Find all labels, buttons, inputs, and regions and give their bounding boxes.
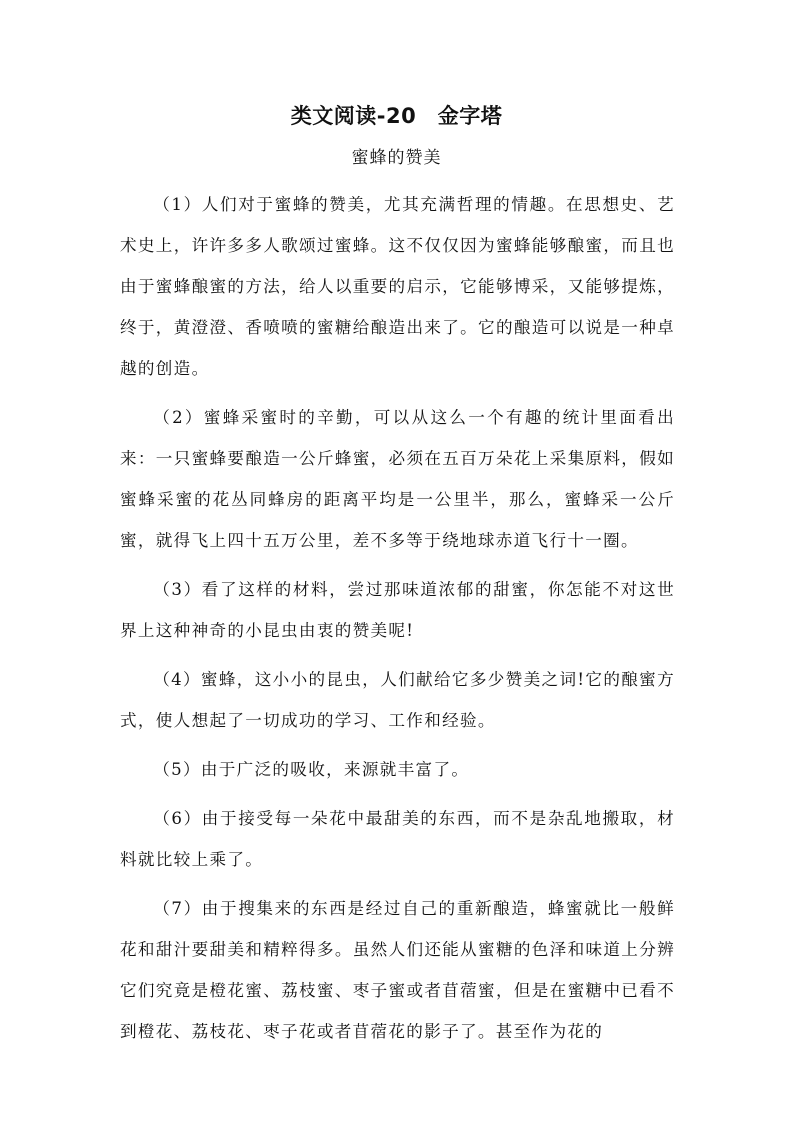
paragraph-3: （3）看了这样的材料，尝过那味道浓郁的甜蜜，你怎能不对这世界上这种神奇的小昆虫由衷的赞美呢!	[120, 580, 675, 640]
article-title: 蜜蜂的赞美	[351, 148, 442, 168]
paragraph-7: （7）由于搜集来的东西是经过自己的重新酿造，蜂蜜就比一般鲜花和甜汁要甜美和精粹得多。虽然人们还能从蜜糖的色泽和味道上分辨它们究竟是橙花蜜、荔枝蜜、枣子蜜或者苜蓿蜜，但是在蜜糖中已看不到橙花、荔枝花、枣子花或者苜蓿花的影子了。甚至作为花的	[120, 899, 675, 1041]
document-title: 类文阅读-20 金字塔	[290, 104, 503, 128]
article-body	[120, 184, 675, 1060]
paragraph-2: （2）蜜蜂采蜜时的辛勤，可以从这么一个有趣的统计里面看出来：一只蜜蜂要酿造一公斤蜂蜜，必须在五百万朵花上采集原料，假如蜜蜂采蜜的花丛同蜂房的距离平均是一公里半，那么，蜜蜂采一公斤蜜，就得飞上四十五万公里，差不多等于绕地球赤道飞行十一圈。	[120, 408, 675, 550]
paragraph-5: （5）由于广泛的吸收，来源就丰富了。	[153, 760, 470, 779]
paragraph-6: （6）由于接受每一朵花中最甜美的东西，而不是杂乱地搬取，材料就比较上乘了。	[120, 809, 675, 869]
paragraph-1: （1）人们对于蜜蜂的赞美，尤其充满哲理的情趣。在思想史、艺术史上，许许多多人歌颂过蜜蜂。这不仅仅因为蜜蜂能够酿蜜，而且也由于蜜蜂酿蜜的方法，给人以重要的启示，它能够博采，又能够提炼，终于，黄澄澄、香喷喷的蜜糖给酿造出来了。它的酿造可以说是一种卓越的创造。	[120, 195, 675, 378]
paragraph-4: （4）蜜蜂，这小小的昆虫，人们献给它多少赞美之词!它的酿蜜方式，使人想起了一切成功的学习、工作和经验。	[120, 670, 675, 730]
